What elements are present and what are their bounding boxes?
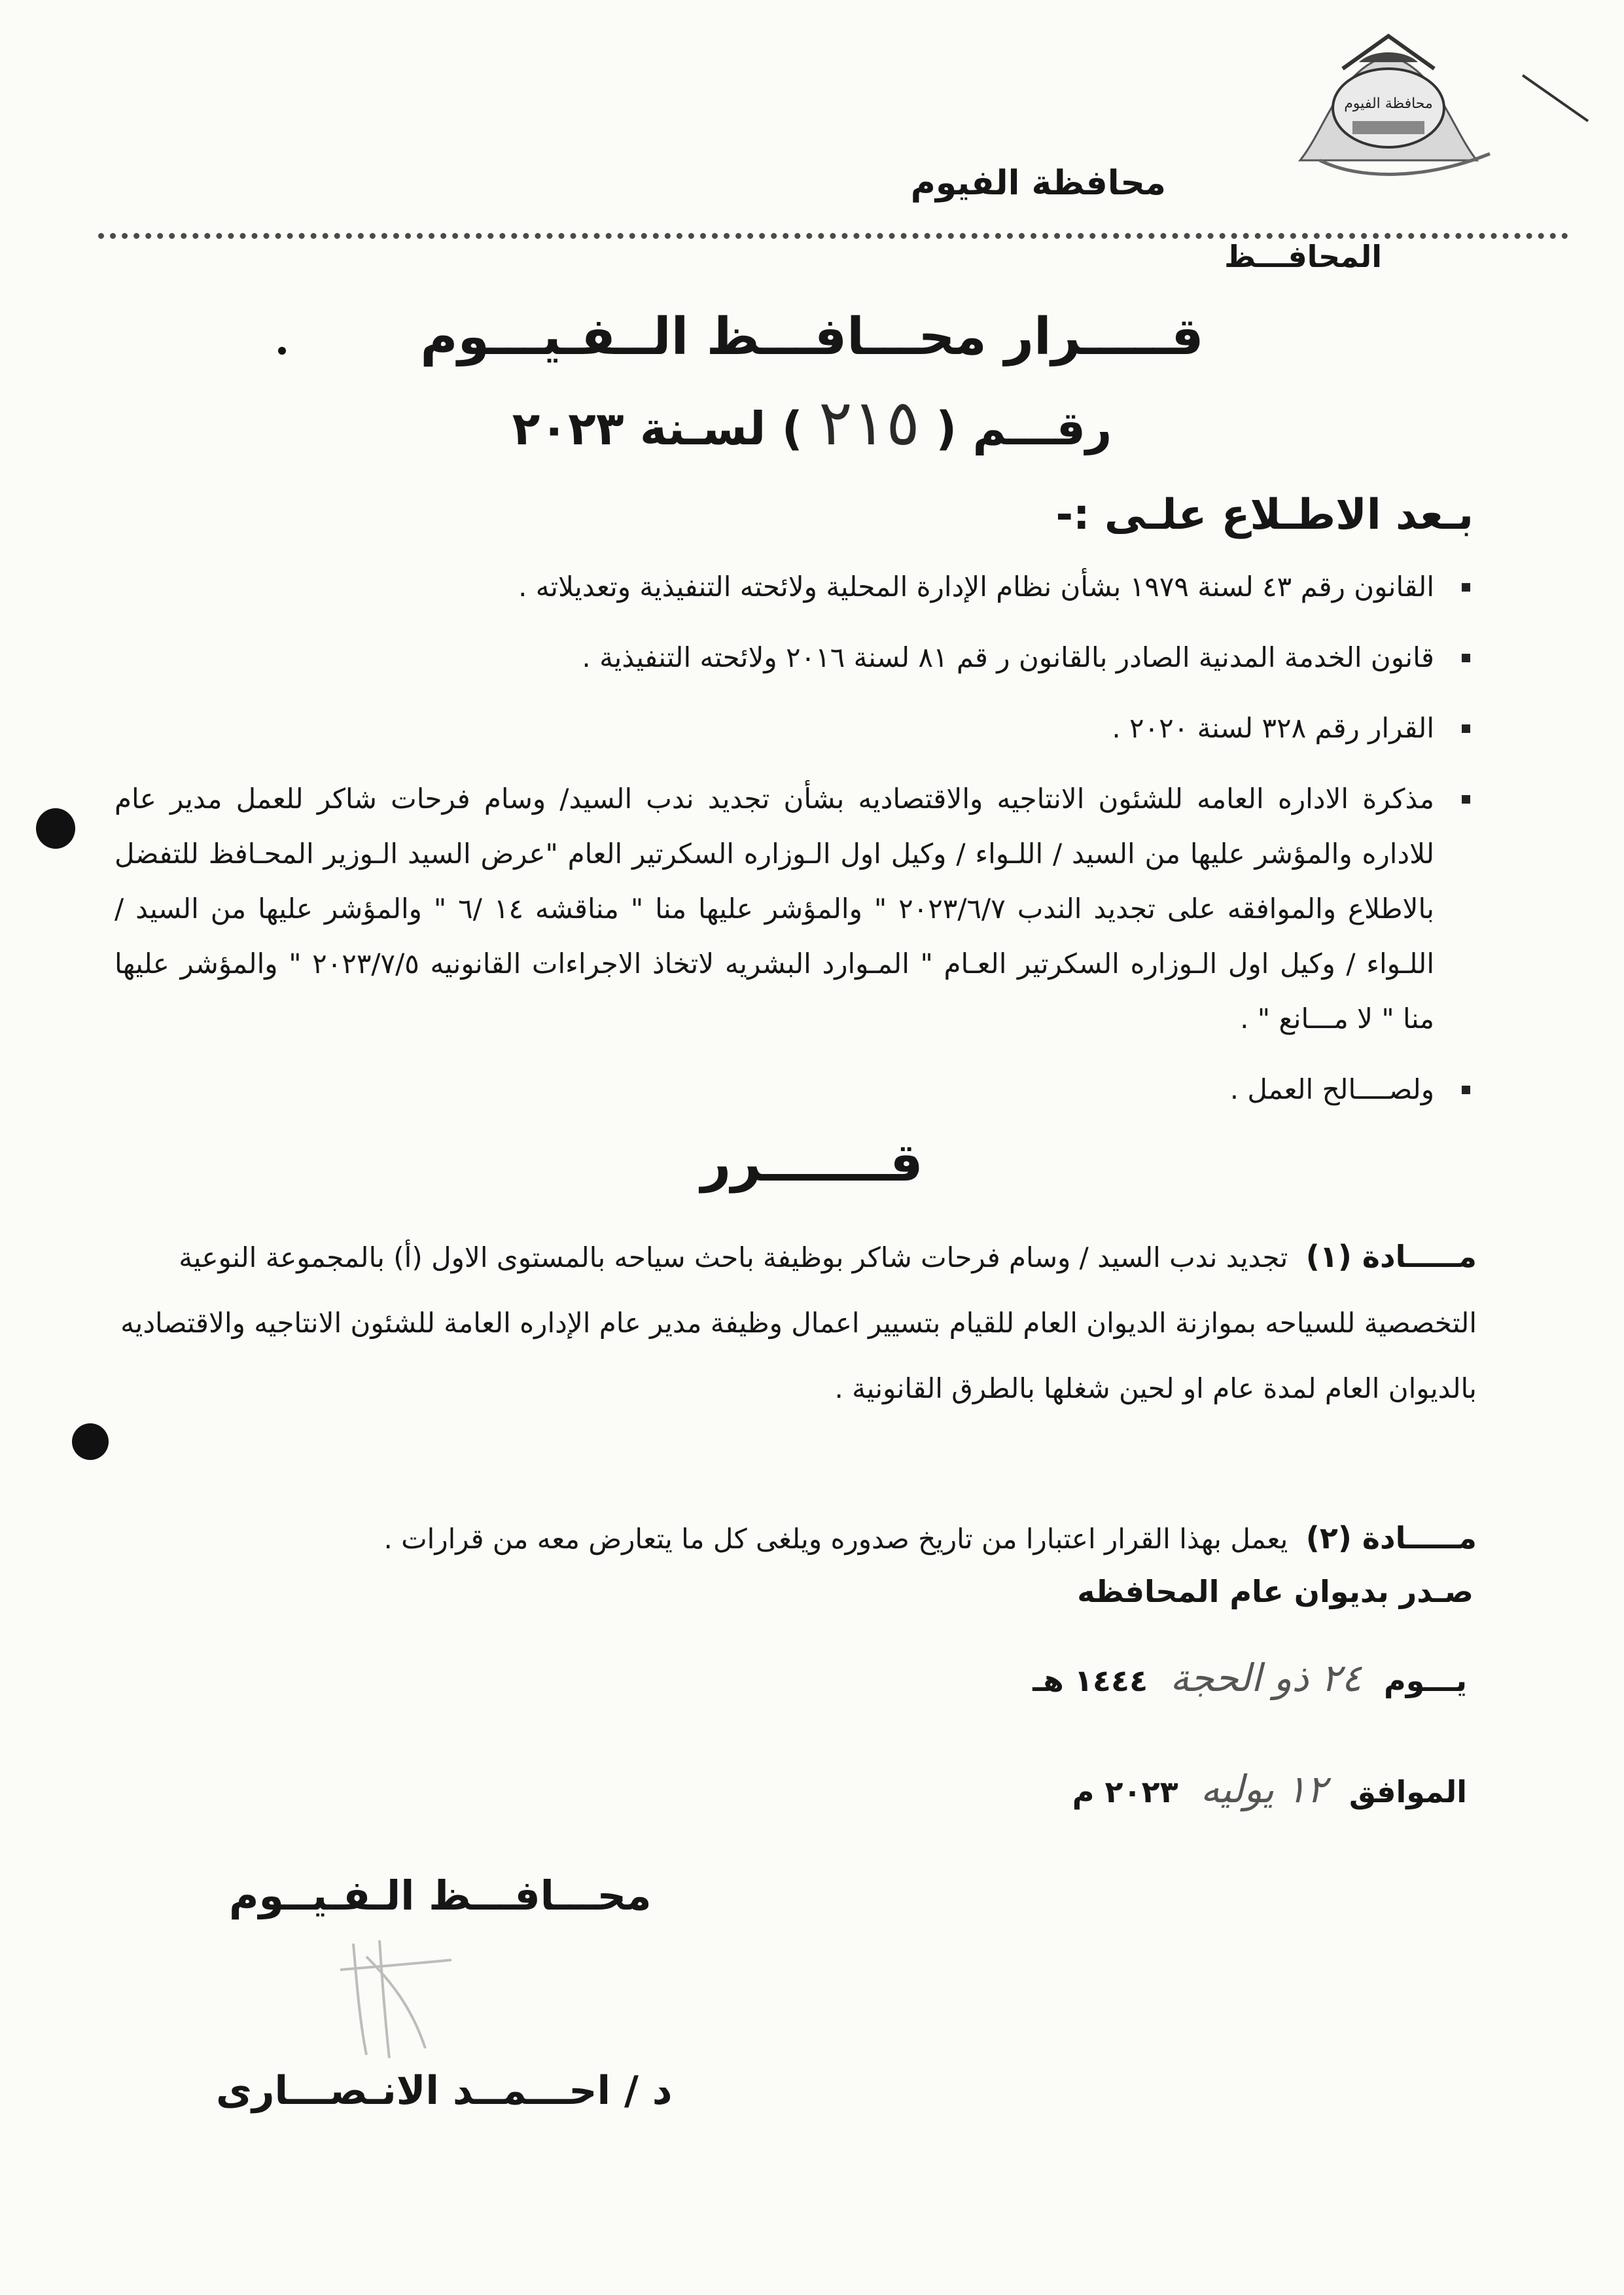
gregorian-date-label: الموافق <box>1349 1774 1467 1809</box>
article-2-label: مـــــادة (٢) <box>1305 1520 1477 1556</box>
governorate-name: محافظة الفيوم <box>910 164 1166 203</box>
punch-hole-mark <box>72 1423 109 1460</box>
office-label: المحافـــظ <box>1224 239 1382 274</box>
preamble-item: القانون رقم ٤٣ لسنة ١٩٧٩ بشأن نظام الإدارة المحلية ولائحته التنفيذية وتعديلاته . <box>115 560 1470 614</box>
gregorian-handwritten-date: ١٢ يوليه <box>1200 1767 1327 1811</box>
scan-speck <box>278 347 286 355</box>
number-suffix: ) لسـنة ٢٠٢٣ <box>512 402 803 455</box>
hijri-date-label: يـــوم <box>1384 1663 1467 1698</box>
punch-hole-mark <box>36 808 75 849</box>
article-1 <box>105 1224 1477 1421</box>
gregorian-date-line <box>1072 1767 1467 1811</box>
signatory-name: د / احـــمــد الانـصـــارى <box>216 2068 673 2114</box>
pen-mark-decoration <box>1519 72 1591 124</box>
handwritten-signature <box>327 1930 458 2061</box>
article-2 <box>105 1505 1477 1572</box>
article-1-text: تجديد ندب السيد / وسام فرحات شاكر بوظيفة باحث سياحه بالمستوى الاول (أ) بالمجموعة النوعية التخصصية للسياحه بموازنة الديوان العام للقيام بتسيير اعمال وظيفة مدير عام الإداره العامة للشئون الانتاجيه والاقتصاديه بالديوان العام لمدة عام او لحين شغلها بالطرق القانونية . <box>120 1241 1477 1404</box>
decree-number-line <box>0 386 1624 459</box>
governorate-logo <box>1280 29 1496 187</box>
decree-heading: قـــــــرر <box>701 1132 923 1193</box>
preamble-item: مذكرة الاداره العامه للشئون الانتاجيه والاقتصاديه بشأن تجديد ندب السيد/ وسام فرحات شاكر للعمل مدير عام للاداره والمؤشر عليها من السيد / اللـواء / وكيل اول الـوزاره السكرتير العام "عرض السيد الـوزير المحـافظ للتفضل بالاطلاع والموافقه على تجديد الندب ٢٠٢٣/٦/٧ " والمؤشر عليها منا " مناقشه ١٤ /٦ " والمؤشر عليها من السيد / اللـواء / وكيل اول الـوزاره السكرتير العـام " المـوارد البشريه لاتخاذ الاجراءات القانونيه ٢٠٢٣/٧/٥ " والمؤشر عليها منا " لا مـــانع " . <box>115 772 1470 1046</box>
issued-at: صـدر بديوان عام المحافظه <box>1077 1574 1474 1609</box>
preamble-list <box>115 560 1470 1133</box>
hijri-year: ١٤٤٤ هـ <box>1033 1663 1148 1698</box>
preamble-item: ولصــــالح العمل . <box>115 1062 1470 1117</box>
gregorian-year: ٢٠٢٣ م <box>1072 1774 1178 1809</box>
header-divider <box>98 233 1568 239</box>
handwritten-decree-number: ٢١٥ <box>819 386 920 459</box>
hijri-date-line <box>1033 1656 1467 1700</box>
preamble-item: القرار رقم ٣٢٨ لسنة ٢٠٢٠ . <box>115 701 1470 756</box>
after-review-heading: بـعد الاطـلاع علـى :- <box>1055 491 1474 539</box>
article-2-text: يعمل بهذا القرار اعتبارا من تاريخ صدوره ويلغى كل ما يتعارض معه من قرارات . <box>383 1523 1288 1555</box>
preamble-item: قانون الخدمة المدنية الصادر بالقانون ر قم ٨١ لسنة ٢٠١٦ ولائحته التنفيذية . <box>115 630 1470 685</box>
logo-text: محافظة الفيوم <box>1344 96 1433 112</box>
number-prefix: رقـــم ( <box>936 402 1112 455</box>
document-title: قـــــرار محـــافـــظ الــفـيـــوم <box>420 308 1204 366</box>
hijri-handwritten-date: ٢٤ ذو الحجة <box>1170 1656 1362 1700</box>
signatory-title: محـــافـــظ الـفـيــوم <box>229 1872 652 1919</box>
article-1-label: مـــــادة (١) <box>1305 1239 1477 1274</box>
